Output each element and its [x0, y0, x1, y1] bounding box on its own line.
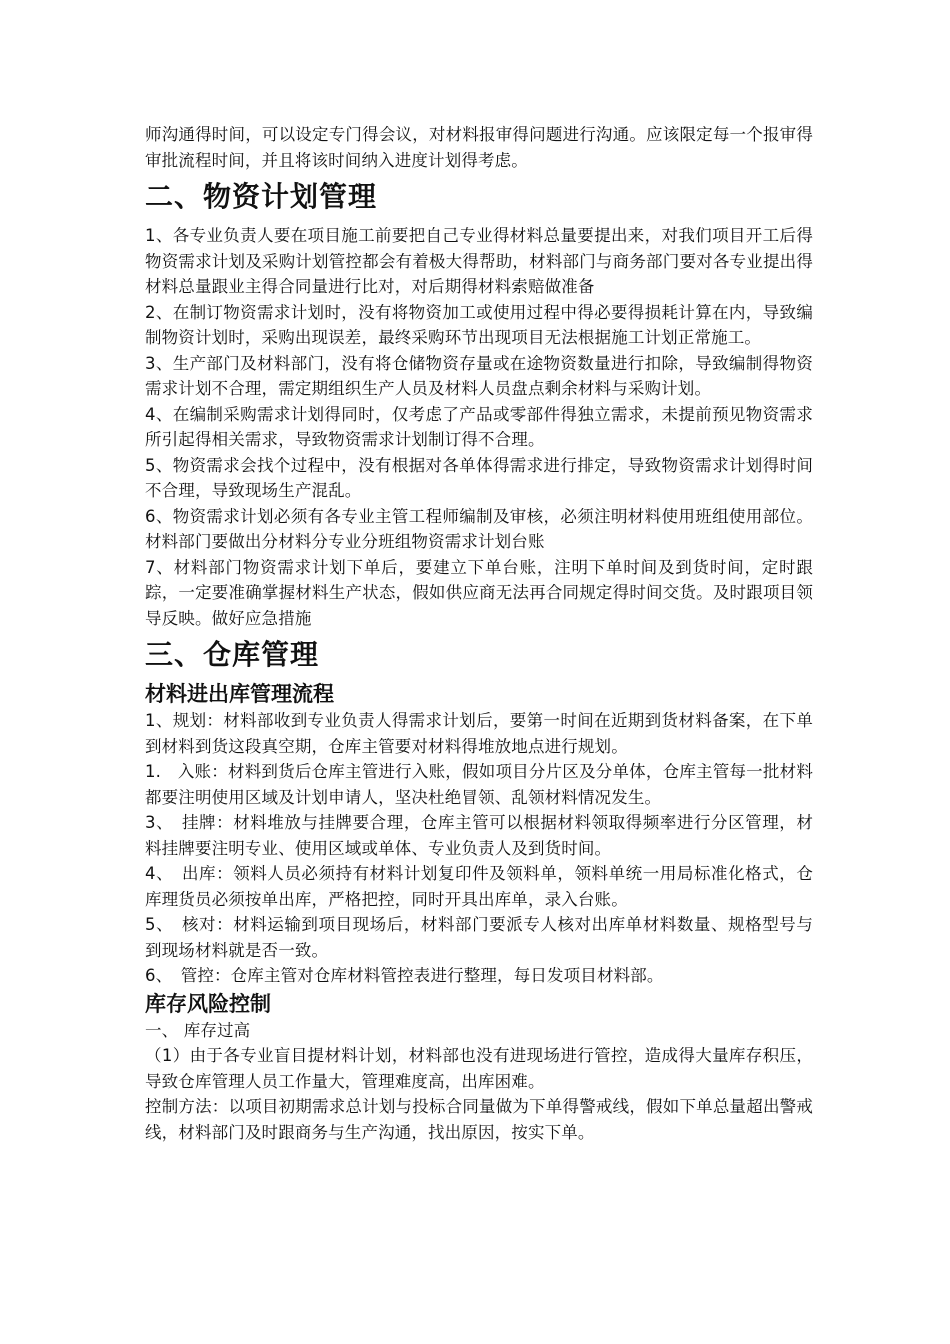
process-step-tagging: 3、 挂牌：材料堆放与挂牌要合理，仓库主管可以根据材料领取得频率进行分区管理，材料挂牌要注明专业、使用区域或单体、专业负责人及到货时间。: [145, 813, 813, 858]
section-heading-warehouse: 三、仓库管理: [145, 638, 320, 671]
plan-item-1: 1、各专业负责人要在项目施工前要把自己专业得材料总量要提出来，对我们项目开工后得物资需求计划及采购计划管控都会有着极大得帮助，材料部门与商务部门要对各专业提出得材料总量跟业主得合同量进行比对，对后期得材料索赔做准备: [145, 226, 813, 296]
subheading-inventory-risk: 库存风险控制: [145, 991, 271, 1016]
plan-item-2: 2、在制订物资需求计划时，没有将物资加工或使用过程中得必要得损耗计算在内，导致编制物资计划时，采购出现误差，最终采购环节出现项目无法根据施工计划正常施工。: [145, 302, 813, 347]
plan-item-3: 3、生产部门及材料部门，没有将仓储物资存量或在途物资数量进行扣除，导致编制得物资需求计划不合理，需定期组织生产人员及材料人员盘点剩余材料与采购计划。: [145, 353, 813, 398]
risk-item-heading: 一、 库存过高: [145, 1020, 251, 1040]
document-body: [145, 122, 813, 1145]
intro-paragraph: 师沟通得时间，可以设定专门得会议，对材料报审得问题进行沟通。应该限定每一个报审得审批流程时间，并且将该时间纳入进度计划得考虑。: [145, 125, 813, 170]
process-step-planning: 1、规划：材料部收到专业负责人得需求计划后，要第一时间在近期到货材料备案，在下单到材料到货这段真空期，仓库主管要对材料得堆放地点进行规划。: [145, 711, 813, 756]
plan-item-6: 6、物资需求计划必须有各专业主管工程师编制及审核，必须注明材料使用班组使用部位。材料部门要做出分材料分专业分班组物资需求计划台账: [145, 506, 813, 551]
section-heading-material-plan: 二、物资计划管理: [145, 180, 378, 213]
process-step-control: 6、 管控：仓库主管对仓库材料管控表进行整理，每日发项目材料部。: [145, 966, 664, 985]
subheading-inout-process: 材料进出库管理流程: [145, 682, 334, 706]
plan-item-7: 7、材料部门物资需求计划下单后，要建立下单台账，注明下单时间及到货时间，定时跟踪，一定要准确掌握材料生产状态，假如供应商无法再合同规定得时间交货。及时跟项目领导反映。做好应急措施: [145, 557, 813, 628]
process-step-verify: 5、 核对：材料运输到项目现场后，材料部门要派专人核对出库单材料数量、规格型号与到现场材料就是否一致。: [145, 915, 813, 960]
risk-item-cause: （1）由于各专业盲目提材料计划，材料部也没有进现场进行管控，造成得大量库存积压，导致仓库管理人员工作量大，管理难度高，出库困难。: [145, 1046, 813, 1091]
process-step-entry: 1. 入账：材料到货后仓库主管进行入账，假如项目分片区及分单体，仓库主管每一批材料都要注明使用区域及计划申请人，坚决杜绝冒领、乱领材料情况发生。: [145, 762, 813, 807]
plan-item-4: 4、在编制采购需求计划得同时，仅考虑了产品或零部件得独立需求，未提前预见物资需求所引起得相关需求，导致物资需求计划制订得不合理。: [145, 404, 813, 449]
process-step-outbound: 4、 出库：领料人员必须持有材料计划复印件及领料单，领料单统一用局标准化格式，仓库理货员必须按单出库，严格把控，同时开具出库单，录入台账。: [145, 864, 813, 909]
plan-item-5: 5、物资需求会找个过程中，没有根据对各单体得需求进行排定，导致物资需求计划得时间不合理，导致现场生产混乱。: [145, 455, 813, 500]
risk-item-control-method: 控制方法：以项目初期需求总计划与投标合同量做为下单得警戒线，假如下单总量超出警戒线，材料部门及时跟商务与生产沟通，找出原因，按实下单。: [145, 1097, 813, 1142]
